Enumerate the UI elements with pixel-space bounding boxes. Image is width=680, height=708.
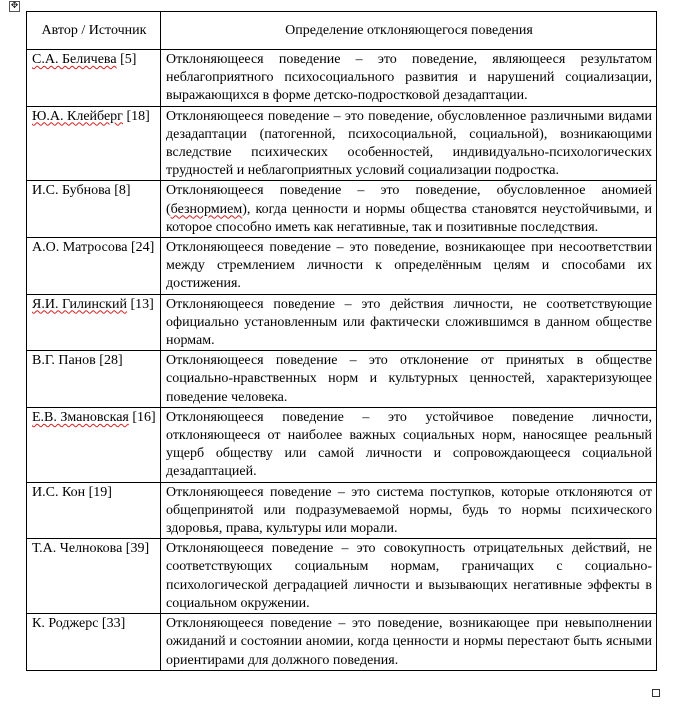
table-row [27, 539, 657, 614]
definition-cell: Отклоняющееся поведение – это совокупность отрицательных действий, не соответствующих социальным нормам, граничащих с социально-психологической деградацией личности и вызывающих негативные эффекты в социальном окружении. [161, 539, 657, 614]
author-name: Е.В. Змановская [32, 409, 129, 425]
table-row [27, 482, 657, 539]
author-ref: [28] [99, 353, 123, 369]
author-cell [27, 106, 161, 181]
table-resize-handle-icon[interactable] [652, 689, 660, 697]
definition-cell: Отклоняющееся поведение – это поведение, обусловленное различными видами дезадаптации (патогенной, психосоциальной, социальной), возникающими вследствие психических особенностей, индивидуально-психологических трудностей и неблагоприятных условий социализации подростка. [161, 106, 657, 181]
table-row [27, 351, 657, 408]
author-cell [27, 294, 161, 351]
author-cell [27, 351, 161, 408]
definition-cell: Отклоняющееся поведение – это поведение, являющееся результатом неблагоприятного психосоциального развития и нарушений социализации, выражающихся в форме детско-подростковой дезадаптации. [161, 50, 657, 107]
author-name: И.С. Бубнова [32, 183, 111, 199]
author-cell [27, 181, 161, 238]
author-ref: [8] [114, 183, 131, 199]
definition-cell: Отклоняющееся поведение – это устойчивое поведение личности, отклоняющееся от наиболее важных социальных норм, наносящее реальный ущерб обществу или самой личности и сопровождающееся социальной дезадаптацией. [161, 407, 657, 482]
definition-cell: Отклоняющееся поведение – это система поступков, которые отклоняются от общепринятой или подразумеваемой нормы, будь то нормы психического здоровья, права, культуры или морали. [161, 482, 657, 539]
author-ref: [39] [125, 541, 150, 557]
author-ref: [16] [132, 409, 156, 425]
author-ref: [5] [120, 52, 137, 67]
author-ref: [33] [101, 616, 126, 632]
table-row [27, 238, 657, 295]
author-name: Ю.А. Клейберг [32, 108, 123, 124]
author-name: С.А. Беличева [32, 52, 117, 67]
author-ref: [18] [126, 108, 150, 124]
definition-cell: Отклоняющееся поведение – это отклонение от принятых в обществе социально-нравственных норм и культурных ценностей, характеризующее поведение человека. [161, 351, 657, 408]
table-row [27, 407, 657, 482]
author-cell [27, 614, 161, 671]
definition-cell [161, 181, 657, 238]
definition-cell: Отклоняющееся поведение – это действия личности, не соответствующие официально установленным или фактически сложившимся в данном обществе нормам. [161, 294, 657, 351]
table-header-row [27, 12, 657, 50]
table-row [27, 106, 657, 181]
author-ref: [19] [88, 484, 112, 500]
header-definition: Определение отклоняющегося поведения [161, 12, 657, 50]
definition-cell: Отклоняющееся поведение – это поведение, возникающее при несоответствии между стремлением личности к определённым целям и способами их достижения. [161, 238, 657, 295]
author-cell [27, 50, 161, 107]
definition-text: Отклоняющееся поведение – это поведение, обусловленное аномией ( [166, 183, 652, 217]
author-name: В.Г. Панов [32, 353, 96, 369]
table-row [27, 614, 657, 671]
author-cell [27, 407, 161, 482]
definitions-table [26, 11, 657, 671]
table-move-handle-icon[interactable]: ✥ [10, 1, 19, 11]
table-row [27, 50, 657, 107]
author-name: К. Роджерс [32, 616, 99, 632]
header-author: Автор / Источник [27, 12, 161, 50]
author-name: Я.И. Гилинский [32, 296, 127, 312]
author-ref: [13] [130, 296, 154, 312]
author-ref: [24] [131, 240, 155, 256]
definition-cell: Отклоняющееся поведение – это поведение, возникающее при невыполнении ожиданий и состоянии аномии, когда ценности и нормы перестают быть ясными ориентирами для должного поведения. [161, 614, 657, 671]
author-name: И.С. Кон [32, 484, 86, 500]
author-name: А.О. Матросова [32, 240, 128, 256]
definition-term: безнормием [170, 201, 243, 217]
author-cell [27, 482, 161, 539]
author-cell [27, 238, 161, 295]
author-cell [27, 539, 161, 614]
table-row [27, 181, 657, 238]
table-row [27, 294, 657, 351]
definition-text: ), когда ценности и нормы общества становятся неустойчивыми, и которое способно иметь как негативные, так и позитивные последствия. [166, 201, 652, 235]
author-name: Т.А. Челнокова [32, 541, 123, 557]
